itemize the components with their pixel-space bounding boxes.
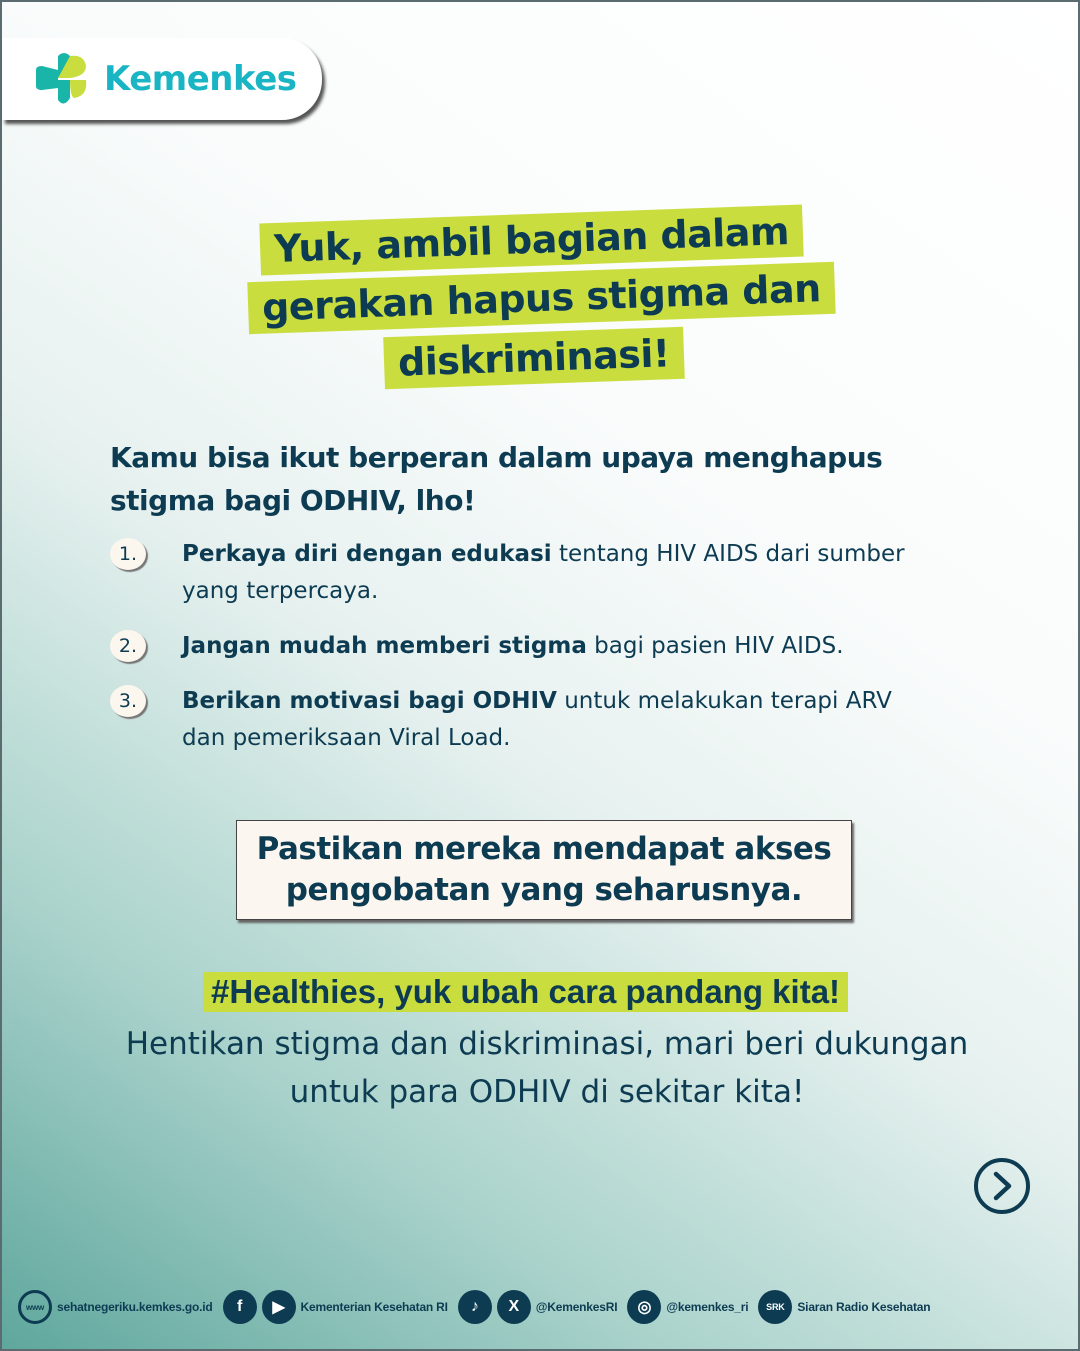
- list-item: [110, 683, 950, 757]
- hashtag: #Healthies, yuk ubah cara pandang kita!: [203, 972, 848, 1012]
- headline-line-1: Yuk, ambil bagian dalam: [259, 205, 804, 276]
- closing-line-1: Hentikan stigma dan diskriminasi, mari beri dukungan: [125, 1026, 969, 1062]
- next-button[interactable]: [974, 1158, 1030, 1214]
- list-item: [110, 628, 950, 665]
- list-number: 2.: [110, 630, 146, 662]
- chevron-right-icon: [989, 1171, 1015, 1201]
- tips-list: [110, 536, 950, 775]
- logo-card: [2, 38, 322, 120]
- globe-icon: www: [18, 1290, 52, 1324]
- kemenkes-logo-icon: [34, 50, 90, 108]
- website-link[interactable]: sehatnegeriku.kemkes.go.id: [57, 1300, 213, 1314]
- item-text: tentang HIV AIDS dari sumber yang terpercaya.: [182, 541, 905, 604]
- youtube-icon[interactable]: ▶: [262, 1290, 296, 1324]
- closing-text: [62, 1020, 1032, 1116]
- closing-line-2: untuk para ODHIV di sekitar kita!: [289, 1074, 805, 1110]
- item-bold: Berikan motivasi bagi ODHIV: [182, 688, 557, 714]
- callout-line-1: Pastikan mereka mendapat akses: [256, 831, 832, 867]
- facebook-icon[interactable]: f: [223, 1290, 257, 1324]
- item-text: untuk melakukan terapi ARV dan pemeriksaan Viral Load.: [182, 688, 892, 751]
- list-number: 1.: [110, 538, 146, 570]
- radio-link[interactable]: Siaran Radio Kesehatan: [797, 1300, 931, 1314]
- item-text: bagi pasien HIV AIDS.: [586, 633, 844, 659]
- youtube-facebook-handle[interactable]: Kementerian Kesehatan RI: [300, 1300, 448, 1314]
- footer: [18, 1290, 940, 1324]
- list-item: [110, 536, 950, 610]
- tiktok-icon[interactable]: ♪: [458, 1290, 492, 1324]
- headline-line-2: gerakan hapus stigma dan: [247, 262, 835, 334]
- radio-logo-icon[interactable]: SRK: [758, 1290, 792, 1324]
- headline-line-3: diskriminasi!: [383, 327, 684, 389]
- brand-name: Kemenkes: [104, 59, 297, 99]
- callout-box: [236, 820, 852, 920]
- callout-line-2: pengobatan yang seharusnya.: [285, 872, 803, 908]
- list-number: 3.: [110, 685, 146, 717]
- instagram-handle[interactable]: @kemenkes_ri: [666, 1300, 749, 1314]
- x-handle[interactable]: @KemenkesRI: [535, 1300, 618, 1314]
- item-bold: Perkaya diri dengan edukasi: [182, 541, 552, 567]
- instagram-icon[interactable]: ◎: [627, 1290, 661, 1324]
- x-icon[interactable]: X: [497, 1290, 531, 1324]
- intro-text: Kamu bisa ikut berperan dalam upaya menghapus stigma bagi ODHIV, lho!: [110, 441, 883, 517]
- item-bold: Jangan mudah memberi stigma: [182, 633, 587, 659]
